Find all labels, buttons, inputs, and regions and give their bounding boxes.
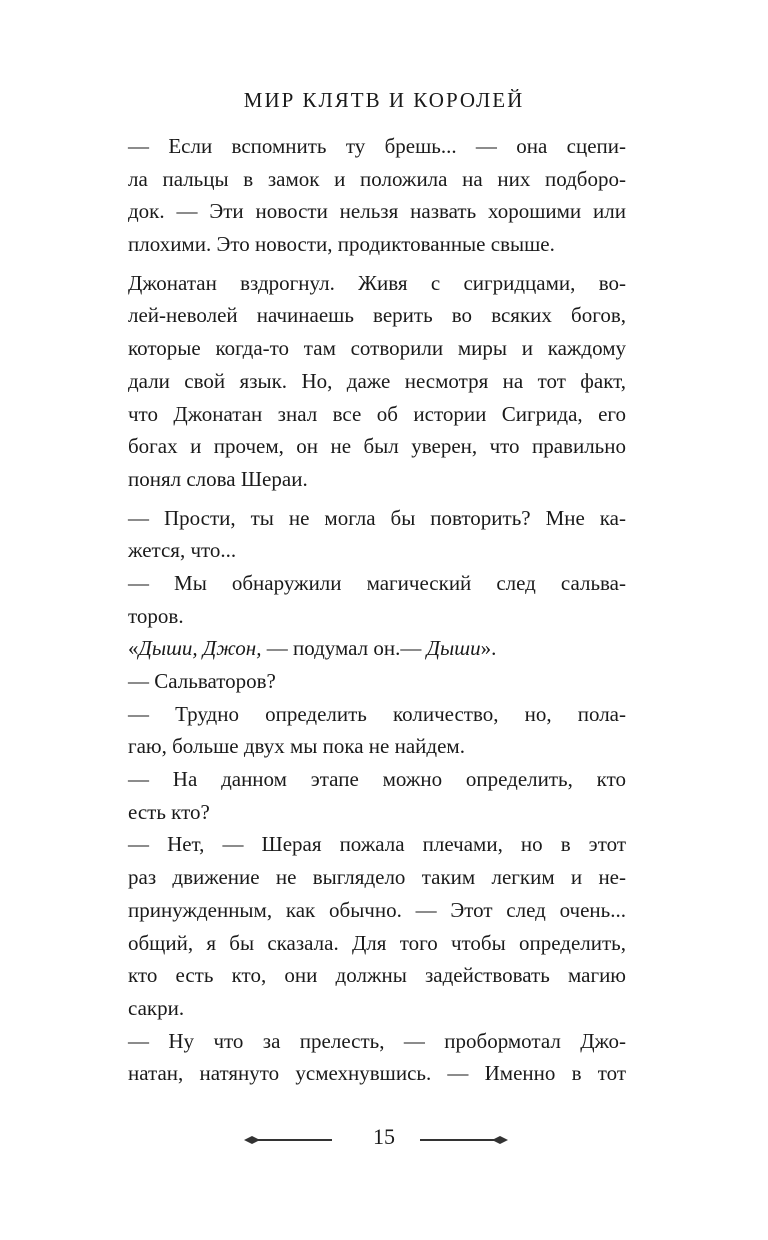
text-line: док. — Эти новости нельзя назвать хорошими или xyxy=(128,199,626,224)
text-line: — Прости, ты не могла бы повторить? Мне ка- xyxy=(128,505,626,530)
text-line: — На данном этапе можно определить, кто xyxy=(128,767,626,792)
text-line: — Нет, — Шерая пожала плечами, но в этот xyxy=(128,832,626,857)
text-line: Джонатан вздрогнул. Живя с сигридцами, во- xyxy=(128,270,626,295)
text-line: — Ну что за прелесть, — пробормотал Джо- xyxy=(128,1028,626,1053)
body-text xyxy=(128,130,626,1090)
italic-phrase: Дыши, Джон, xyxy=(138,636,262,661)
text-line: которые когда-то там сотворили миры и каждому xyxy=(128,336,626,361)
running-head: МИР КЛЯТВ И КОРОЛЕЙ xyxy=(243,88,525,112)
text-line: ла пальцы в замок и положила на них подборо- xyxy=(128,166,626,191)
text-line: лей-неволей начинаешь верить во всяких богов, xyxy=(128,303,626,328)
page-number: 15 xyxy=(373,1124,395,1149)
text-line: гаю, больше двух мы пока не найдем. xyxy=(128,734,465,759)
text-line: — Трудно определить количество, но, пола- xyxy=(128,701,626,726)
text-line: плохими. Это новости, продиктованные свыше. xyxy=(128,232,555,257)
text-line-italic xyxy=(128,632,626,665)
page-footer xyxy=(0,1120,768,1160)
text-line: понял слова Шераи. xyxy=(128,466,308,491)
quote-close: ». xyxy=(480,636,497,661)
text-line: общий, я бы сказала. Для того чтобы определить, xyxy=(128,930,626,955)
text-line: — Сальваторов? xyxy=(128,669,276,693)
text-line: кто есть кто, они должны задействовать магию xyxy=(128,963,626,988)
quote-open: « xyxy=(128,636,139,661)
text-line: дали свой язык. Но, даже несмотря на тот факт, xyxy=(128,368,626,393)
italic-phrase: Дыши xyxy=(426,636,481,661)
text-line: — Мы обнаружили магический след сальва- xyxy=(128,570,626,595)
text-line: что Джонатан знал все об истории Сигрида, его xyxy=(128,401,626,426)
text-line: — Если вспомнить ту брешь... — она сцепи- xyxy=(128,134,626,158)
ornament-right-icon xyxy=(418,1134,510,1146)
text-line: раз движение не выглядело таким легким и не- xyxy=(128,865,626,890)
text-line: есть кто? xyxy=(128,799,210,824)
text-line: натан, натянуто усмехнувшись. — Именно в тот xyxy=(128,1061,626,1086)
text-line: торов. xyxy=(128,603,184,628)
narration: — подумал он.— xyxy=(261,636,427,661)
text-line: жется, что... xyxy=(128,538,237,563)
text-line: богах и прочем, он не был уверен, что правильно xyxy=(128,434,626,459)
text-line: принужденным, как обычно. — Этот след очень... xyxy=(128,897,626,922)
text-line: сакри. xyxy=(128,995,185,1020)
